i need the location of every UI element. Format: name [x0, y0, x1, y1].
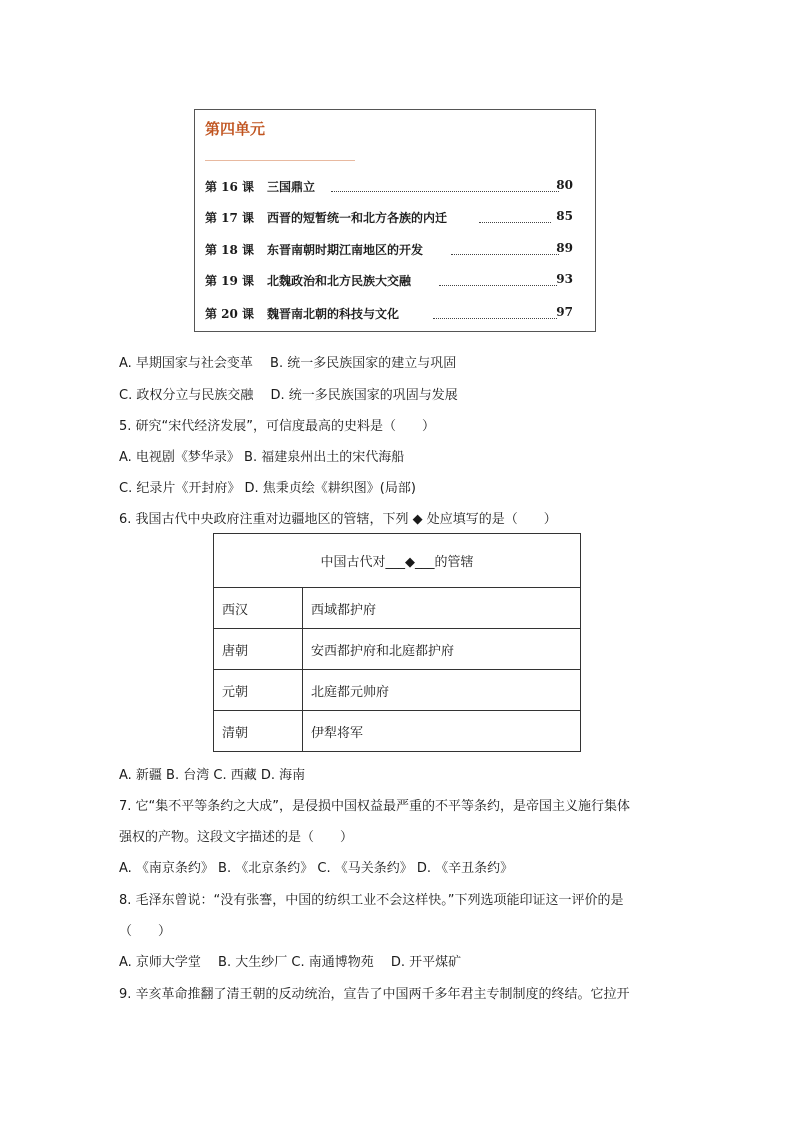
q5-options-cd: C. 纪录片《开封府》 D. 焦秉贞绘《耕织图》(局部)	[119, 481, 416, 496]
lesson-number: 第 20 课	[205, 307, 255, 321]
q8-stem-line1: 8. 毛泽东曾说：“没有张謇，中国的纺织工业不会这样快。”下列选项能印证这一评价的是	[119, 893, 624, 908]
page-number: 97	[556, 305, 573, 319]
lesson-number: 第 19 课	[205, 274, 255, 288]
dynasty-cell: 元朝	[214, 670, 303, 711]
office-cell: 西域都护府	[303, 588, 581, 629]
table-row	[214, 711, 581, 752]
dynasty-cell: 清朝	[214, 711, 303, 752]
toc-row	[205, 209, 573, 229]
lesson-number: 第 17 课	[205, 211, 255, 225]
q6-stem: 6. 我国古代中央政府注重对边疆地区的管辖，下列 ◆ 处应填写的是（ ）	[119, 512, 557, 527]
lesson-name: 东晋南朝时期江南地区的开发	[267, 243, 424, 257]
q4-options-ab: A. 早期国家与社会变革 B. 统一多民族国家的建立与巩固	[119, 356, 457, 371]
table-of-contents	[194, 109, 596, 332]
table-row	[214, 629, 581, 670]
q8-options: A. 京师大学堂 B. 大生纱厂 C. 南通博物苑 D. 开平煤矿	[119, 955, 462, 970]
q7-stem-line2: 强权的产物。这段文字描述的是（ ）	[119, 830, 354, 845]
q5-options-ab: A. 电视剧《梦华录》 B. 福建泉州出土的宋代海船	[119, 450, 405, 465]
page-number: 80	[556, 178, 573, 192]
q9-stem-line1: 9. 辛亥革命推翻了清王朝的反动统治，宣告了中国两千多年君主专制制度的终结。它拉开	[119, 987, 630, 1002]
page-number: 93	[556, 272, 573, 286]
leader-dots	[331, 191, 559, 192]
toc-row	[205, 178, 573, 198]
leader-dots	[451, 254, 559, 255]
table-title: 中国古代对___◆___的管辖	[214, 534, 581, 588]
jurisdiction-table	[213, 533, 581, 752]
lesson-name: 北魏政治和北方民族大交融	[267, 274, 412, 288]
table-header-row	[214, 534, 581, 588]
table-row	[214, 670, 581, 711]
office-cell: 伊犁将军	[303, 711, 581, 752]
divider	[205, 160, 355, 161]
q4-options-cd: C. 政权分立与民族交融 D. 统一多民族国家的巩固与发展	[119, 388, 458, 403]
q8-stem-line2: （ ）	[119, 924, 172, 939]
page-number: 89	[556, 241, 573, 255]
unit-title: 第四单元	[205, 120, 266, 138]
page-number: 85	[556, 209, 573, 223]
lesson-number: 第 18 课	[205, 243, 255, 257]
dynasty-cell: 西汉	[214, 588, 303, 629]
q7-stem-line1: 7. 它“集不平等条约之大成”，是侵损中国权益最严重的不平等条约，是帝国主义施行集体	[119, 799, 631, 814]
lesson-name: 西晋的短暂统一和北方各族的内迁	[267, 211, 448, 225]
lesson-name: 三国鼎立	[267, 180, 316, 194]
office-cell: 安西都护府和北庭都护府	[303, 629, 581, 670]
leader-dots	[433, 318, 557, 319]
dynasty-cell: 唐朝	[214, 629, 303, 670]
office-cell: 北庭都元帅府	[303, 670, 581, 711]
toc-row	[205, 241, 573, 261]
lesson-name: 魏晋南北朝的科技与文化	[267, 307, 400, 321]
q7-options: A. 《南京条约》 B. 《北京条约》 C. 《马关条约》 D. 《辛丑条约》	[119, 861, 514, 876]
lesson-number: 第 16 课	[205, 180, 255, 194]
toc-row	[205, 272, 573, 292]
toc-row	[205, 305, 573, 325]
table-row	[214, 588, 581, 629]
leader-dots	[439, 285, 557, 286]
q5-stem: 5. 研究“宋代经济发展”，可信度最高的史料是（ ）	[119, 419, 436, 434]
leader-dots	[479, 222, 551, 223]
q6-options: A. 新疆 B. 台湾 C. 西藏 D. 海南	[119, 768, 306, 783]
